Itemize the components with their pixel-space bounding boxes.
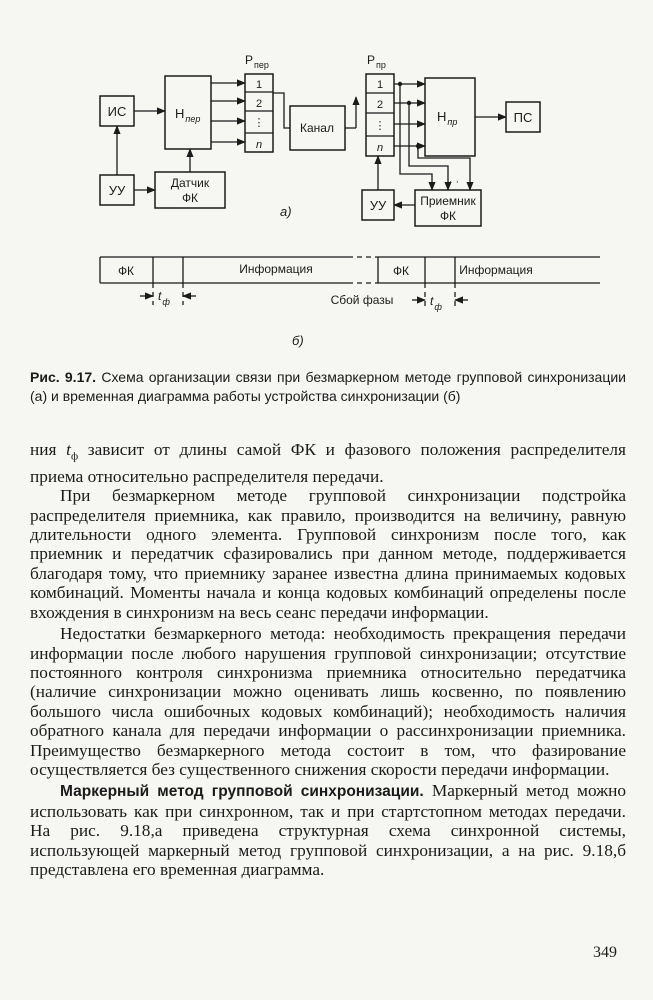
section-heading: Маркерный метод групповой синхронизации. (60, 783, 424, 801)
receive-register-label: $Р_{пр}$ (367, 53, 386, 70)
timing-t-1: $t_ф$ (158, 289, 170, 307)
paragraph-4-text: Маркерный метод можно использовать как при синхронном, так и при стартстопном методах передачи. На рис. 9.18,а приведена структурная схема синхронной системы, использующей маркерный метод групповой синхронизации, а на рис. 9.18,б представлена его временная диаграмма. (30, 781, 626, 879)
receive-distributor-label: $Н_{пр}$ (437, 109, 458, 127)
sink-label: ПС (513, 110, 533, 125)
caption-text: Схема организации связи при безмаркерном методе групповой синхронизации (а) и временная диаграмма работы устройства синхронизации (б) (30, 369, 626, 404)
body-text (30, 440, 626, 879)
paragraph-3: Недостатки безмаркерного метода: необходимость прекращения передачи информации после любого нарушения групповой синхронизации; отсутствие постоянного контроля синхронизма приемника относительно передатчика (наличие синхронизации можно оценивать лишь косвенно, по появлению большого числа ошибочных кодовых комбинаций); необходимость наличия обратного канала для передачи информации о рассинхронизации приемника. Преимущество безмаркерного метода состоит в том, что фазирование осуществляется без существенного снижения скорости передачи информации. (30, 624, 626, 779)
transmit-control-label: УУ (108, 183, 126, 198)
paragraph-4 (30, 781, 626, 879)
receive-register-cell-dots: ⋮ (374, 120, 386, 132)
paragraph-1 (30, 440, 626, 486)
paragraph-1-sub: ф (70, 450, 79, 463)
channel-label: Канал (300, 121, 334, 135)
receive-register-cell-n: n (376, 142, 384, 154)
part-b-label: б) (292, 333, 304, 348)
page-number: 349 (593, 944, 617, 961)
timing-fk-1: ФК (117, 264, 135, 278)
timing-fk-2: ФК (392, 264, 410, 278)
sensor-label-line1: Датчик (170, 176, 210, 190)
paragraph-1-rest: зависит от длины самой ФК и фазового положения распределителя приема относительно распределителя передачи. (30, 440, 626, 486)
timing-info-1: Информация (239, 262, 313, 276)
transmit-register-label: $Р_{пер}$ (245, 53, 269, 70)
transmit-register-cell-n: n (255, 139, 263, 151)
timing-t-2: $t_ф$ (430, 294, 442, 312)
transmit-distributor-label: $Н_{пер}$ (175, 106, 201, 124)
transmit-register-cell-dots: ⋮ (253, 117, 265, 129)
source-label: ИС (107, 104, 127, 119)
paragraph-1-t: t (66, 440, 71, 459)
transmit-distributor-block (165, 76, 211, 149)
paragraph-2: При безмаркерном методе групповой синхронизации подстройка распределителя приемника, как правило, производится на величину, равную длительности одного элемента. Групповой синхронизм после того, как приемник и передатчик сфазировались при данном методе, поддерживается благодаря тому, что приемнику заранее известна длина принимаемых кодовых комбинаций. Моменты начала и конца кодовых комбинаций определены после вхождения в синхронизм на весь сеанс передачи информации. (30, 486, 626, 622)
timing-phase-fault: Сбой фазы (330, 293, 394, 307)
sensor-label-line2: ФК (181, 191, 199, 205)
receiver-label-line1: Приемник (420, 194, 476, 208)
transmit-register-cell-1: 1 (255, 79, 263, 91)
receive-register-cell-2: 2 (376, 99, 384, 111)
figure-caption (30, 368, 626, 406)
receiver-input-dots: · · (448, 176, 460, 188)
timing-info-2: Информация (459, 263, 533, 277)
part-a-label: а) (280, 204, 292, 219)
figure-9-17 (0, 0, 653, 360)
receive-register (366, 74, 394, 156)
transmit-register (245, 74, 273, 152)
receive-control-label: УУ (369, 198, 387, 213)
transmit-register-cell-2: 2 (255, 98, 263, 110)
paragraph-1-start: ния (30, 440, 67, 459)
caption-label: Рис. 9.17. (30, 369, 97, 385)
receive-register-cell-1: 1 (376, 79, 384, 91)
receiver-label-line2: ФК (439, 209, 457, 223)
